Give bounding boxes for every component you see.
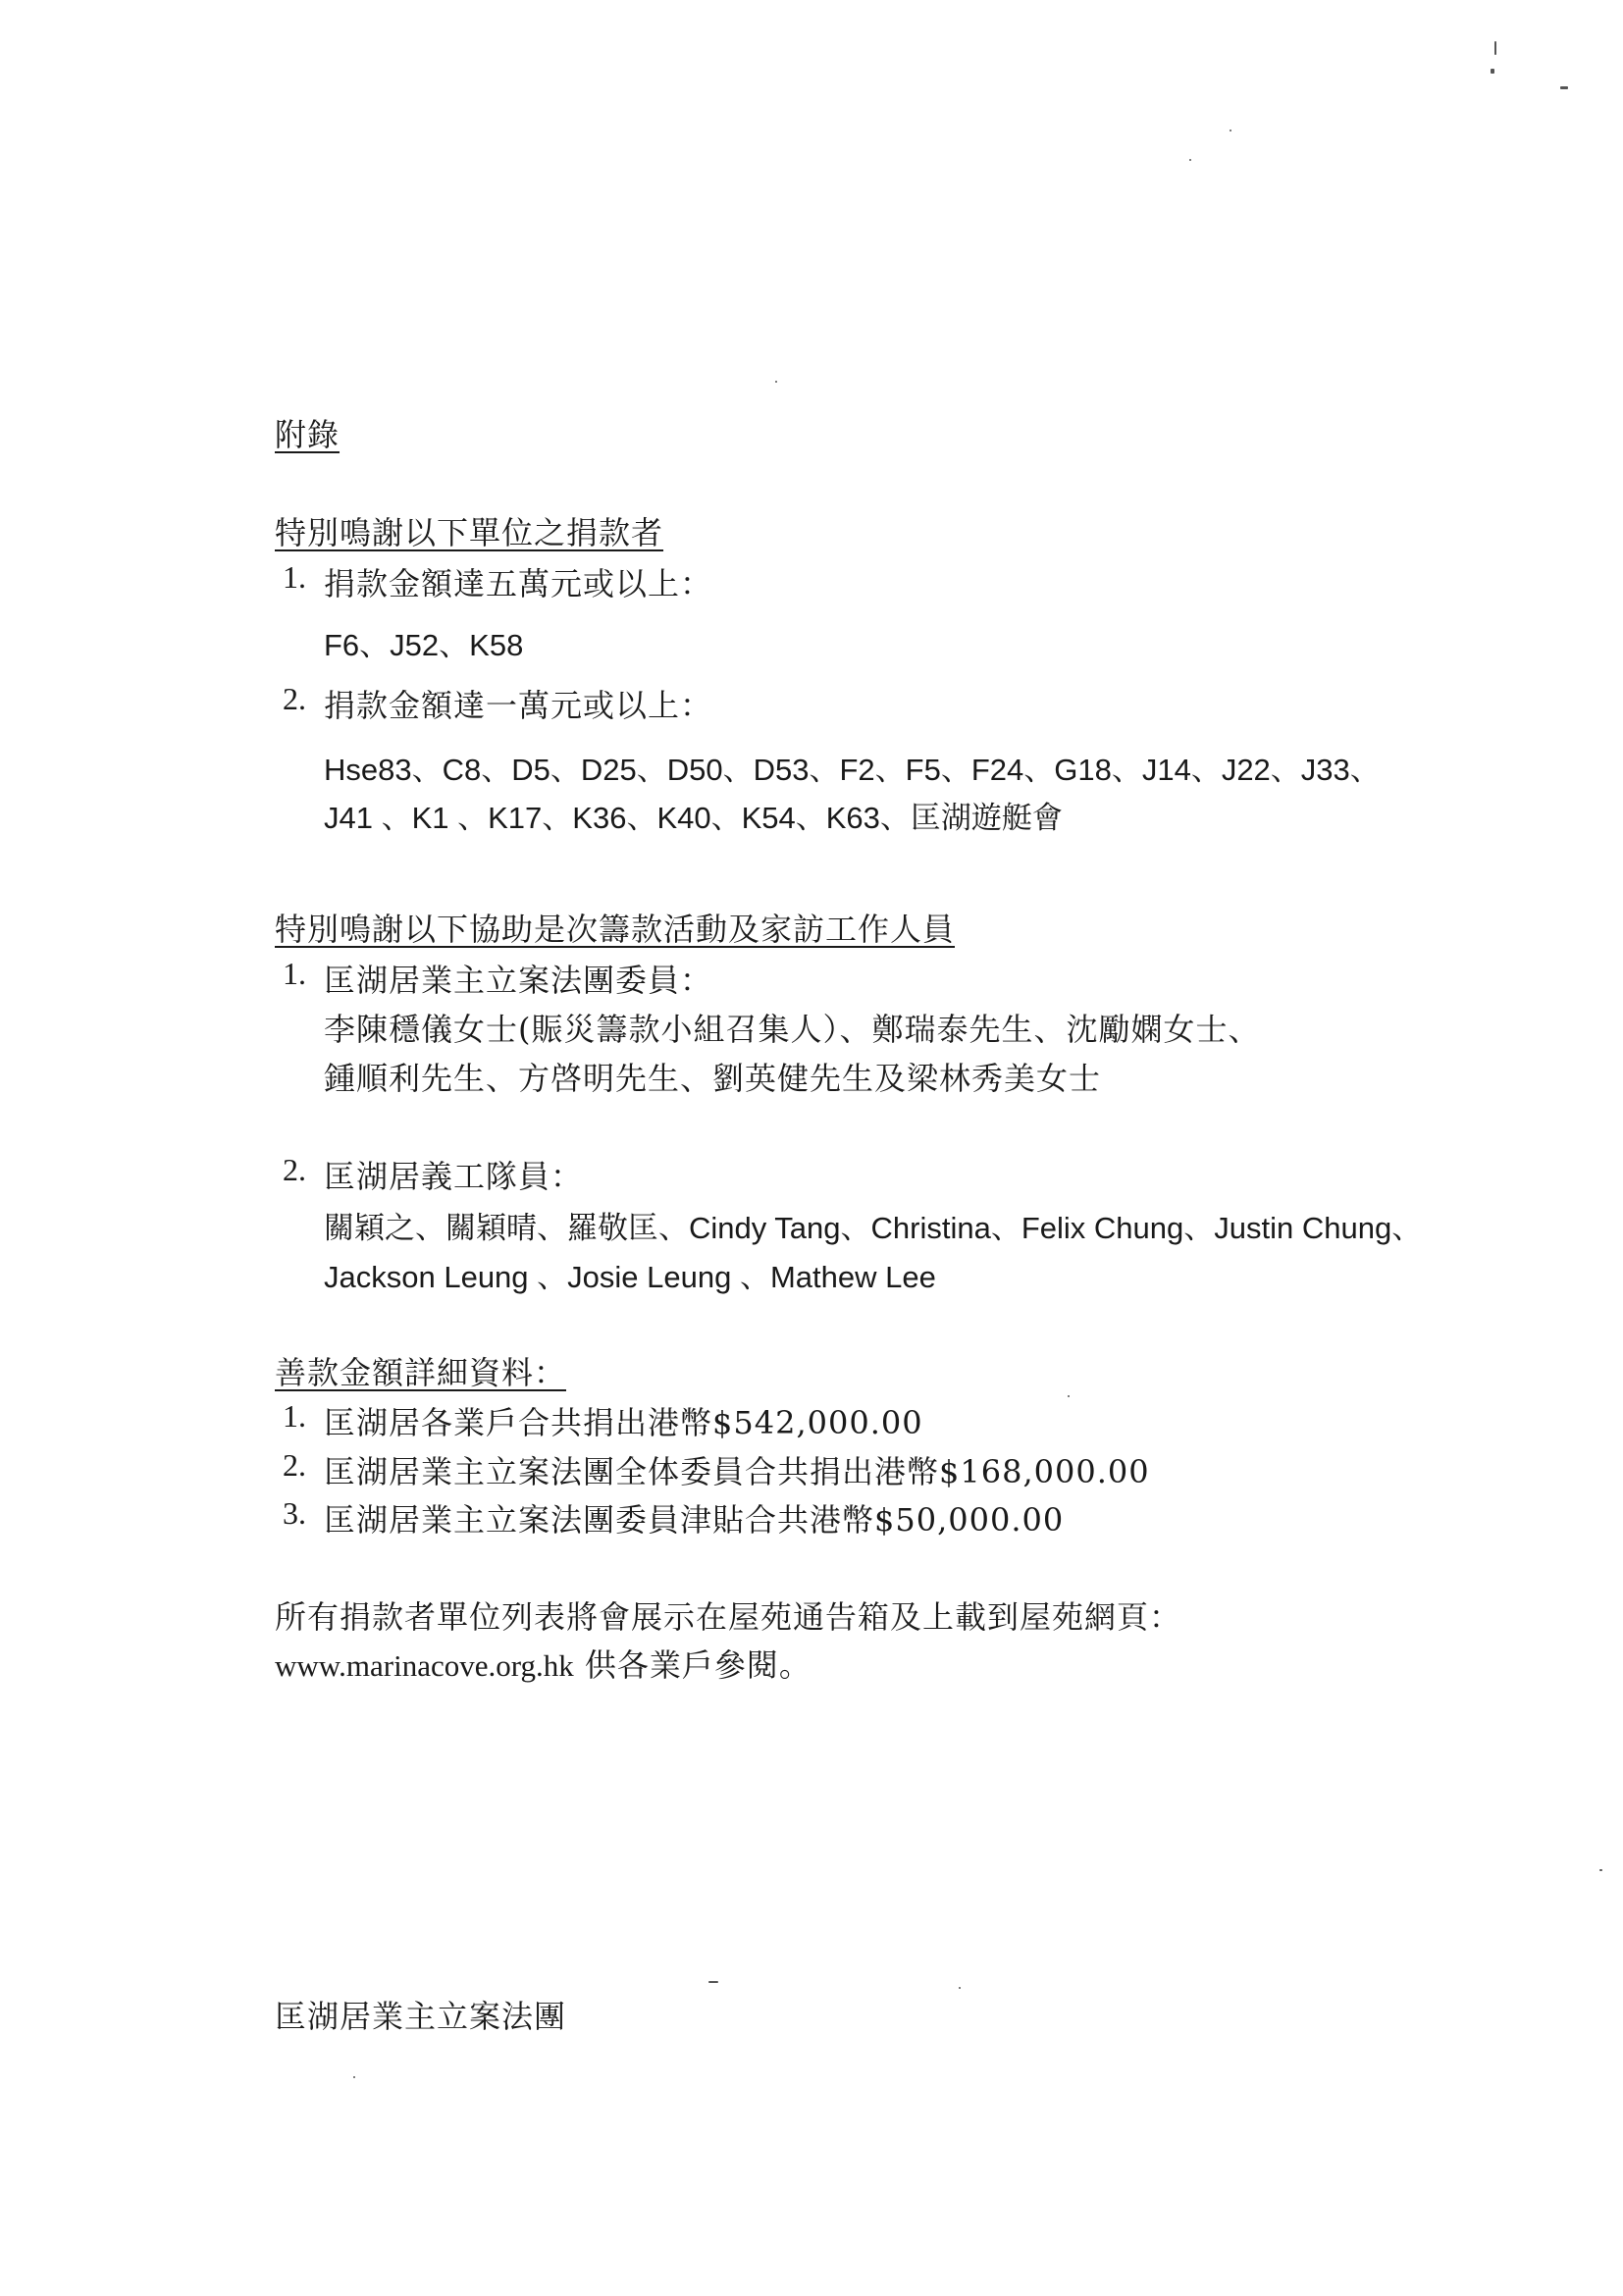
item-label: 匡湖居業主立案法團委員： — [324, 962, 713, 999]
notice-suffix: 供各業戶參閱。 — [573, 1646, 812, 1684]
item-number: 1. — [283, 956, 306, 991]
item-label: 匡湖居義工隊員： — [324, 1158, 584, 1195]
notice-line-2 — [275, 1641, 812, 1686]
signature: 匡湖居業主立案法團 — [275, 1998, 567, 2035]
scan-speck — [775, 381, 777, 383]
website-link[interactable]: www.marinacove.org.hk — [275, 1648, 574, 1683]
item-number: 1. — [283, 1398, 306, 1434]
notice-line: 所有捐款者單位列表將會展示在屋苑通告箱及上載到屋苑網頁： — [275, 1598, 1182, 1636]
volunteer-list-line: 關穎之、關穎晴、羅敬匡、Cindy Tang、Christina、Felix Chung、Justin Chung、 — [324, 1211, 1423, 1245]
scan-speck — [959, 1987, 961, 1989]
item-number: 3. — [283, 1495, 306, 1531]
item-number: 2. — [283, 1152, 306, 1187]
member-list-line: 李陳穩儀女士(賑災籌款小組召集人）、鄭瑞泰先生、沈勵嫻女士、 — [324, 1011, 1261, 1048]
item-label: 捐款金額達一萬元或以上： — [324, 687, 713, 724]
member-list-line: 鍾順利先生、方啓明先生、劉英健先生及梁林秀美女士 — [324, 1060, 1102, 1097]
scan-speck — [1599, 1869, 1602, 1871]
page-title: 附錄 — [275, 416, 340, 453]
volunteer-list-line: Jackson Leung 、Josie Leung 、Mathew Lee — [324, 1260, 936, 1294]
scan-speck — [1491, 69, 1494, 74]
donation-text: 匡湖居業主立案法團全体委員合共捐出港幣$168,000.00 — [324, 1453, 1150, 1490]
section3-heading: 善款金額詳細資料： — [275, 1354, 567, 1391]
scan-speck — [708, 1981, 718, 1983]
unit-list-line: J41 、K1 、K17、K36、K40、K54、K63、匡湖遊艇會 — [324, 801, 1063, 835]
section2-heading: 特別鳴謝以下協助是次籌款活動及家訪工作人員 — [275, 911, 956, 948]
unit-list: F6、J52、K58 — [324, 628, 524, 662]
item-number: 1. — [283, 559, 306, 595]
scan-speck — [1494, 41, 1496, 55]
item-number: 2. — [283, 1447, 306, 1483]
item-number: 2. — [283, 681, 306, 716]
scan-speck — [1068, 1395, 1070, 1397]
donation-text: 匡湖居各業戶合共捐出港幣$542,000.00 — [324, 1404, 923, 1441]
scan-speck — [353, 2076, 355, 2078]
donation-text: 匡湖居業主立案法團委員津貼合共港幣$50,000.00 — [324, 1501, 1065, 1539]
item-label: 捐款金額達五萬元或以上： — [324, 565, 713, 602]
section1-heading: 特別鳴謝以下單位之捐款者 — [275, 514, 664, 551]
scan-speck — [1230, 130, 1231, 131]
scan-speck — [1189, 159, 1191, 161]
unit-list-line: Hse83、C8、D5、D25、D50、D53、F2、F5、F24、G18、J14、J22、J33、 — [324, 753, 1381, 787]
scan-speck — [1560, 86, 1568, 89]
